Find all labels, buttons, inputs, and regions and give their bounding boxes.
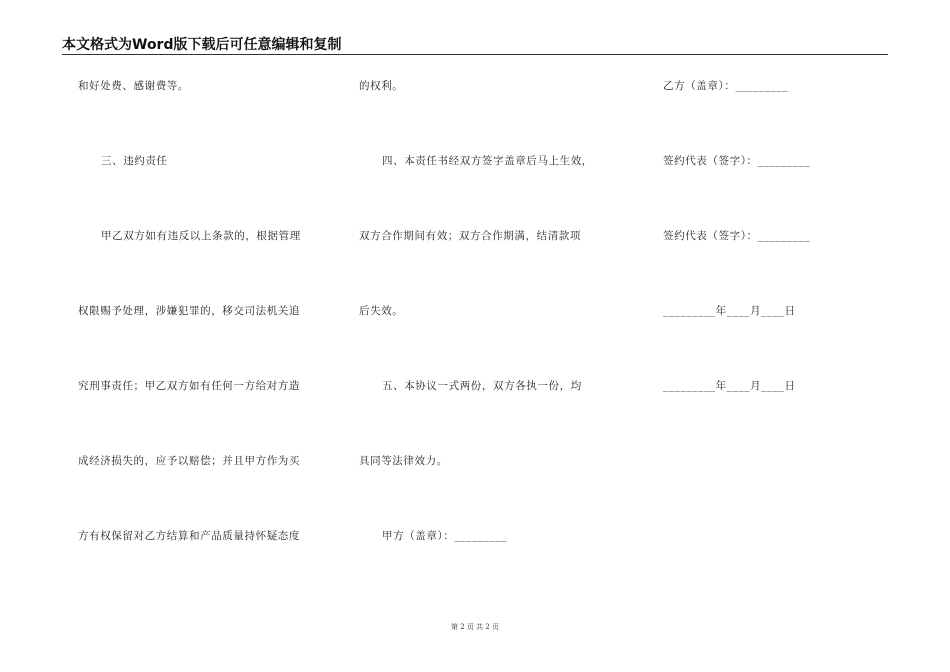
left-line-6: 成经济损失的，应予以赔偿；并且甲方作为买 <box>78 455 300 467</box>
middle-line-4: 后失效。 <box>359 305 404 317</box>
date-line-1: _________年____月____日 <box>663 305 796 317</box>
date-line-2: _________年____月____日 <box>663 380 796 392</box>
signing-rep-line-2: 签约代表（签字）：_________ <box>663 230 811 242</box>
page-number: 第 2 页 共 2 页 <box>450 623 500 631</box>
middle-line-3: 双方合作期间有效；双方合作期满，结清款项 <box>359 230 581 242</box>
left-line-4: 权限赐予处理，涉嫌犯罪的，移交司法机关追 <box>78 305 300 317</box>
middle-line-5: 五、本协议一式两份，双方各执一份，均 <box>382 380 582 392</box>
header-title: 本文格式为Word版下载后可任意编辑和复制 <box>62 37 342 53</box>
left-line-5: 究刑事责任；甲乙双方如有任何一方给对方造 <box>78 380 300 392</box>
middle-line-2: 四、本责任书经双方签字盖章后马上生效， <box>382 155 593 167</box>
page-header <box>62 34 888 55</box>
party-b-seal-line: 乙方（盖章）：_________ <box>663 80 789 92</box>
middle-line-1: 的权利。 <box>359 80 404 92</box>
left-line-3: 甲乙双方如有违反以上条款的，根据管理 <box>101 230 301 242</box>
party-a-seal-line: 甲方（盖章）：_________ <box>382 530 508 542</box>
signing-rep-line-1: 签约代表（签字）：_________ <box>663 155 811 167</box>
left-line-2: 三、违约责任 <box>101 155 168 167</box>
middle-line-6: 具同等法律效力。 <box>359 455 448 467</box>
left-line-1: 和好处费、感谢费等。 <box>78 80 189 92</box>
left-line-7: 方有权保留对乙方结算和产品质量持怀疑态度 <box>78 530 300 542</box>
